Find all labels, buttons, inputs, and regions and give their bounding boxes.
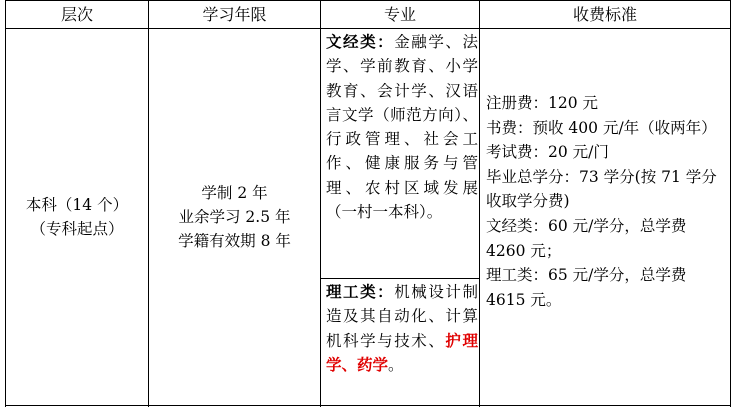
col-divider-2 [320,0,321,407]
science-highlight-text: 护理学、药学 [326,330,478,374]
fee-registration: 注册费：120 元 [486,94,599,112]
level-line-1: 本科（14 个） [25,196,129,214]
duration-cell [149,29,320,405]
fee-cell [486,91,724,312]
fee-science: 理工类：65 元/学分，总学费 4615 元。 [486,266,687,309]
table-border-right [730,0,731,407]
level-line-2: （专科起点） [30,220,124,238]
col-divider-3 [479,0,480,407]
duration-line-3: 学籍有效期 8 年 [178,232,291,250]
science-majors-text: 机械设计制造及其自动化、计算机科学与技术、 [326,283,478,350]
header-fee: 收费标准 [572,4,637,24]
fee-exam: 考试费：20 元/门 [486,143,609,162]
science-majors-cell [326,280,478,405]
header-level: 层次 [60,4,93,24]
arts-label: 文经类： [326,32,395,51]
level-cell [6,29,148,405]
duration-line-1: 学制 2 年 [201,184,268,202]
header-major: 专业 [383,4,416,24]
fee-credits: 毕业总学分：73 学分(按 71 学分收取学分费) [486,167,717,211]
science-end: 。 [388,355,404,374]
duration-line-2: 业余学习 2.5 年 [178,208,291,226]
arts-majors-cell [326,30,478,278]
arts-majors-text: 金融学、法学、学前教育、小学教育、会计学、汉语言文学（师范方向）、行政管理、社会工作、健康服务与管理、农村区域发展（一村一本科）。 [326,33,478,222]
fee-arts: 文经类：60 元/学分，总学费 4260 元； [486,216,687,260]
major-divider [320,278,479,279]
table-border-bottom [5,405,731,406]
science-label: 理工类： [326,282,395,301]
fee-books: 书费：预收 400 元/年（收两年） [486,118,717,137]
header-duration: 学习年限 [202,4,267,24]
